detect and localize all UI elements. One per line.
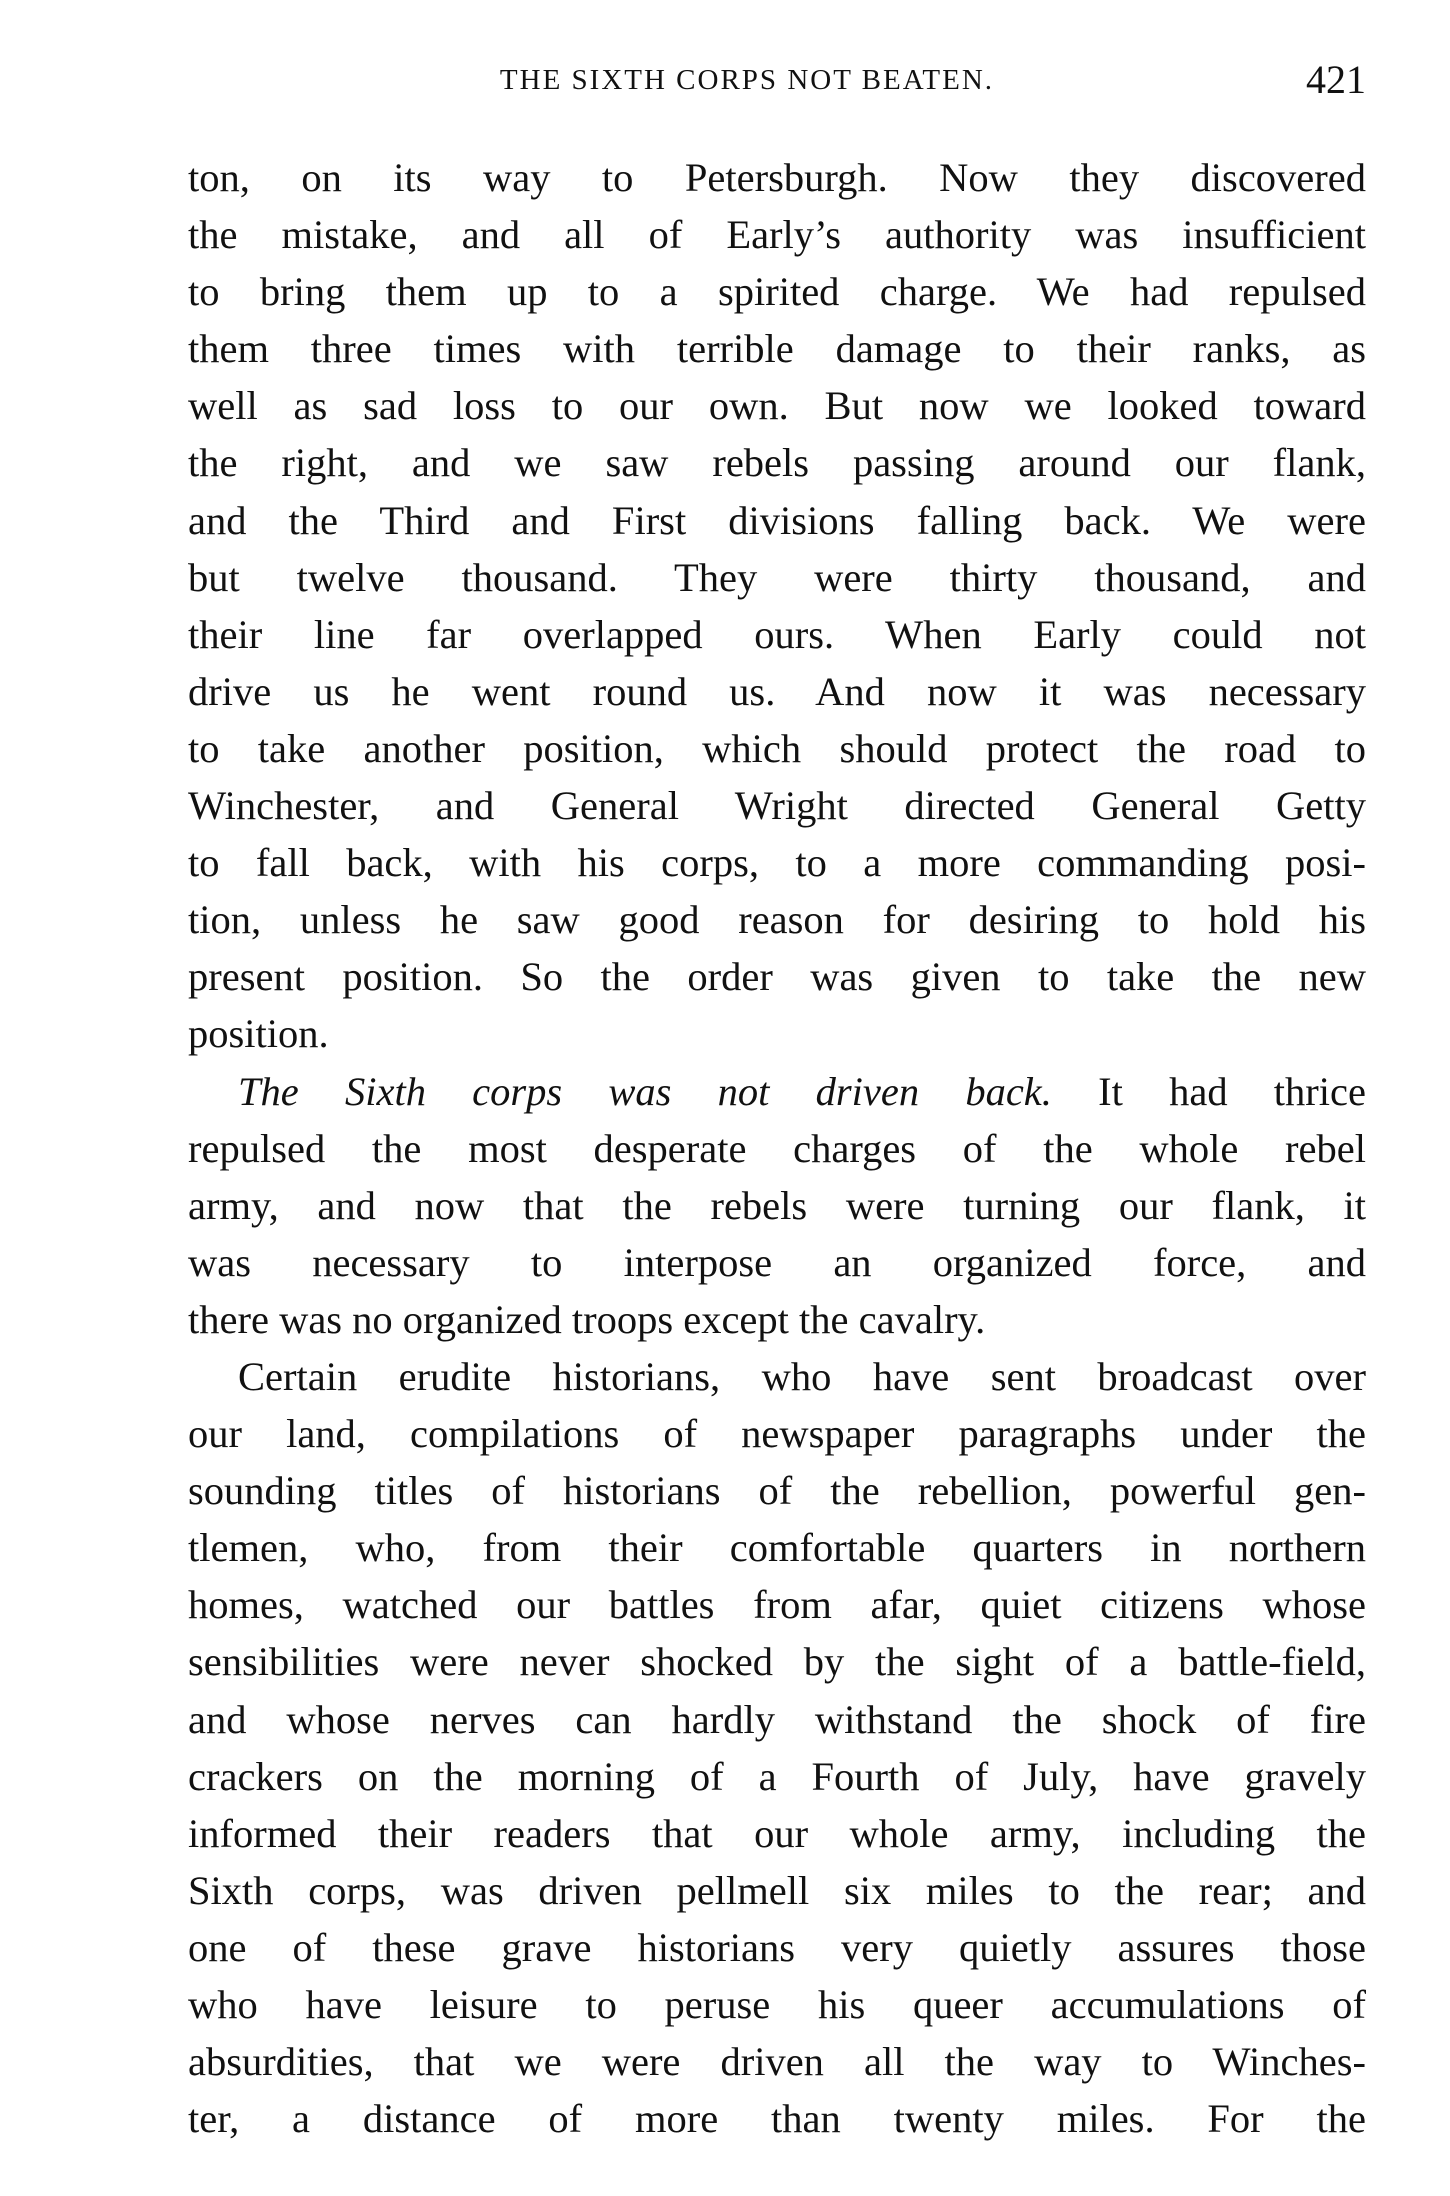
text-line: absurdities, that we were driven all the way to Winches- bbox=[188, 2039, 1366, 2085]
text-line: was necessary to interpose an organized force, and bbox=[188, 1239, 1366, 1285]
page-number: 421 bbox=[1306, 57, 1366, 102]
text-line bbox=[188, 1063, 1366, 1120]
page-header bbox=[188, 56, 1366, 106]
text-line: one of these grave historians very quietly assures those bbox=[188, 1924, 1366, 1970]
text-line: but twelve thousand. They were thirty thousand, and bbox=[188, 554, 1366, 600]
text-line: well as sad loss to our own. But now we looked toward bbox=[188, 383, 1366, 429]
text-line: crackers on the morning of a Fourth of July, have gravely bbox=[188, 1753, 1366, 1799]
text-line: the right, and we saw rebels passing around our flank, bbox=[188, 440, 1366, 486]
text-line: homes, watched our battles from afar, quiet citizens whose bbox=[188, 1582, 1366, 1628]
text-line: there was no organized troops except the cavalry. bbox=[188, 1296, 986, 1342]
text-line: present position. So the order was given to take the new bbox=[188, 954, 1366, 1000]
text-line: who have leisure to peruse his queer accumulations of bbox=[188, 1982, 1366, 2027]
text-line: the mistake, and all of Early’s authority was insufficient bbox=[188, 212, 1366, 258]
text-line: sounding titles of historians of the rebellion, powerful gen- bbox=[188, 1468, 1366, 1514]
text-line: Sixth corps, was driven pellmell six miles to the rear; and bbox=[188, 1867, 1366, 1913]
text-line: Certain erudite historians, who have sent broadcast over bbox=[238, 1353, 1366, 1399]
text-line: our land, compilations of newspaper paragraphs under the bbox=[188, 1411, 1366, 1457]
paragraph-1 bbox=[188, 149, 1366, 1063]
text-line: their line far overlapped ours. When Early could not bbox=[188, 611, 1366, 657]
text-line: ton, on its way to Petersburgh. Now they discovered bbox=[188, 155, 1366, 200]
paragraph-3 bbox=[188, 1348, 1366, 2147]
text-line: position. bbox=[188, 1011, 329, 1057]
text-line: them three times with terrible damage to their ranks, as bbox=[188, 326, 1366, 372]
text-line: drive us he went round us. And now it was necessary bbox=[188, 668, 1366, 714]
text-line: tion, unless he saw good reason for desiring to hold his bbox=[188, 897, 1366, 943]
text-line: and the Third and First divisions falling back. We were bbox=[188, 497, 1366, 543]
text-line: and whose nerves can hardly withstand the shock of fire bbox=[188, 1696, 1366, 1742]
paragraph-2 bbox=[188, 1063, 1366, 1348]
italic-lead: The Sixth corps was not driven back. bbox=[238, 1068, 1052, 1114]
text-line: repulsed the most desperate charges of the whole rebel bbox=[188, 1125, 1366, 1171]
text-line: informed their readers that our whole army, including the bbox=[188, 1810, 1366, 1856]
text-line: to fall back, with his corps, to a more commanding posi- bbox=[188, 840, 1366, 886]
text-line: ter, a distance of more than twenty miles. For the bbox=[188, 2096, 1366, 2142]
text-fragment: It had thrice bbox=[1051, 1068, 1366, 1114]
running-head: THE SIXTH CORPS NOT BEATEN. bbox=[499, 64, 995, 96]
text-line: to take another position, which should protect the road to bbox=[188, 725, 1366, 771]
text-line: army, and now that the rebels were turning our flank, it bbox=[188, 1182, 1366, 1228]
text-line: tlemen, who, from their comfortable quarters in northern bbox=[188, 1525, 1366, 1571]
text-line: to bring them up to a spirited charge. We had repulsed bbox=[188, 269, 1366, 315]
text-line: sensibilities were never shocked by the sight of a battle-field, bbox=[188, 1639, 1366, 1685]
text-line: Winchester, and General Wright directed General Getty bbox=[188, 783, 1366, 829]
body-text bbox=[188, 149, 1366, 2147]
